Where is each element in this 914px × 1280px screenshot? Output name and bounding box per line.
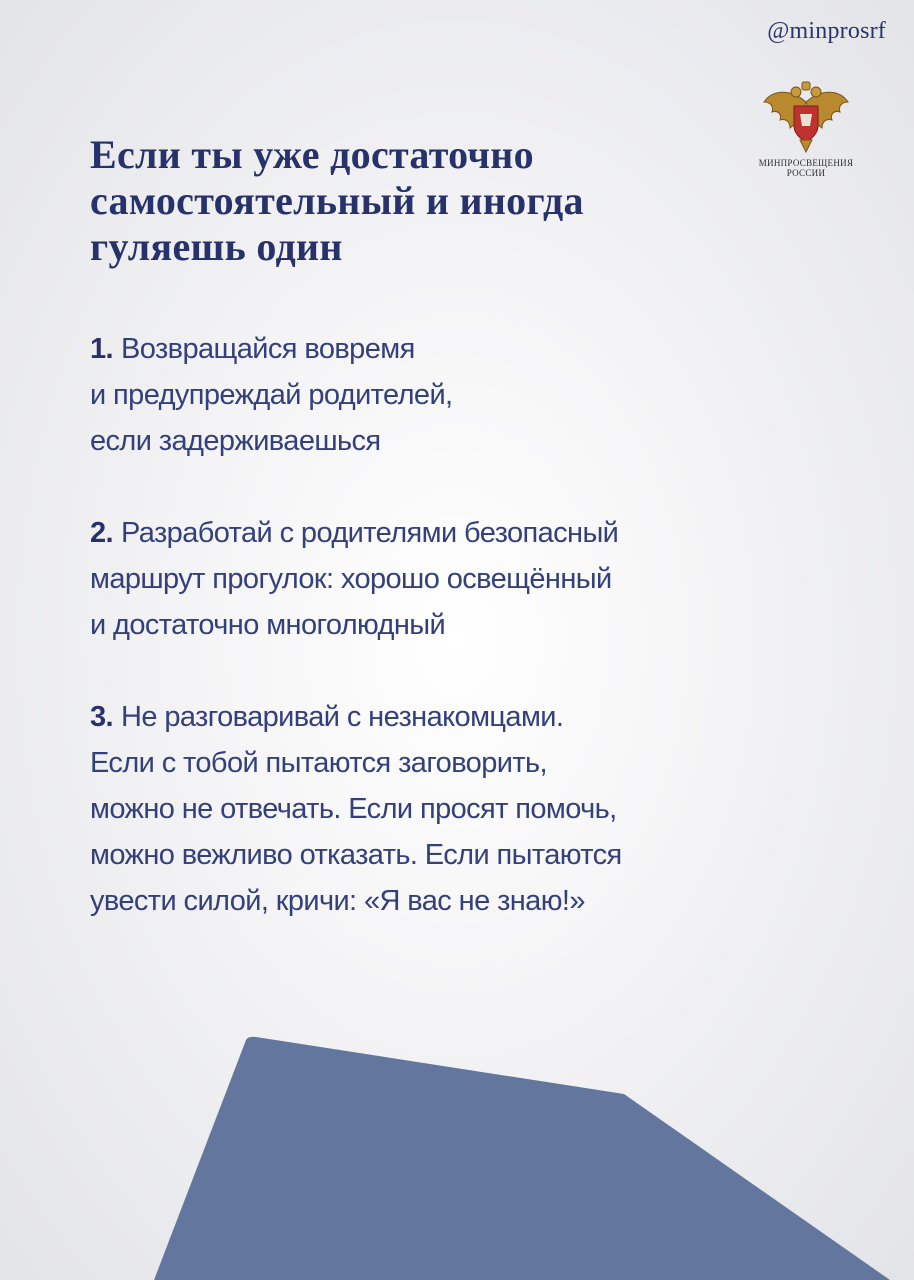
tip-line: и предупреждай родителей, — [90, 379, 453, 411]
tip-number: 1. — [90, 333, 113, 365]
title-line: Если ты уже достаточно — [90, 132, 534, 177]
logo-caption-line2: РОССИИ — [786, 168, 826, 178]
title-line: самостоятельный и иногда — [90, 178, 584, 223]
tip-number: 2. — [90, 517, 113, 549]
tip-text: Разработай с родителями безопасный — [121, 517, 619, 549]
logo-caption-line1: МИНПРОСВЕЩЕНИЯ — [758, 158, 854, 168]
tip-line: Если с тобой пытаются заговорить, — [90, 747, 547, 779]
tip-text: Не разговаривай с незнакомцами. — [121, 701, 564, 733]
tip-line: увести силой, кричи: «Я вас не знаю!» — [90, 885, 585, 917]
tip-line: можно не отвечать. Если просят помочь, — [90, 793, 617, 825]
tip-line: и достаточно многолюдный — [90, 609, 446, 641]
title-line: гуляешь один — [90, 224, 343, 269]
tip-line: если задерживаешься — [90, 425, 381, 457]
social-handle: @minprosrf — [767, 18, 886, 44]
tip-line: можно вежливо отказать. Если пытаются — [90, 839, 622, 871]
tip-line: маршрут прогулок: хорошо освещённый — [90, 563, 612, 595]
tip-text: Возвращайся вовремя — [121, 333, 415, 365]
tip-number: 3. — [90, 701, 113, 733]
